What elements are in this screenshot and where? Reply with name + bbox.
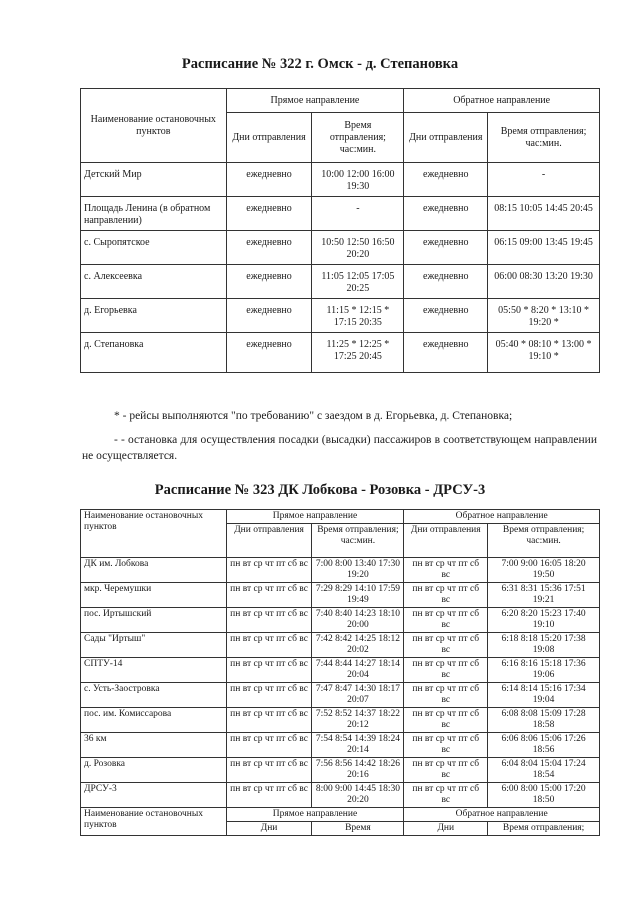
repeat-header-forward: Прямое направление — [226, 808, 404, 822]
bwd-days: пн вт ср чт пт сб вс — [404, 708, 488, 733]
bwd-days: пн вт ср чт пт сб вс — [404, 783, 488, 808]
bwd-days: ежедневно — [404, 197, 488, 231]
table-row — [81, 783, 600, 808]
fwd-time: 7:29 8:29 14:10 17:59 19:49 — [312, 583, 404, 608]
repeat-header-bwd-days: Дни — [404, 822, 488, 836]
stop-name: пос. Иртышский — [81, 608, 227, 633]
bwd-days: ежедневно — [404, 333, 488, 373]
stop-name: д. Степановка — [81, 333, 227, 373]
fwd-time: 7:56 8:56 14:42 18:26 20:16 — [312, 758, 404, 783]
table-row — [81, 683, 600, 708]
fwd-days: пн вт ср чт пт сб вс — [226, 633, 312, 658]
bwd-days: пн вт ср чт пт сб вс — [404, 633, 488, 658]
fwd-time: 10:50 12:50 16:50 20:20 — [312, 231, 404, 265]
table-row — [81, 231, 600, 265]
table-row — [81, 558, 600, 583]
fwd-days: пн вт ср чт пт сб вс — [226, 608, 312, 633]
fwd-days: пн вт ср чт пт сб вс — [226, 708, 312, 733]
fwd-time: 7:54 8:54 14:39 18:24 20:14 — [312, 733, 404, 758]
bwd-time: 7:00 9:00 16:05 18:20 19:50 — [488, 558, 600, 583]
fwd-time: 11:25 * 12:25 * 17:25 20:45 — [312, 333, 404, 373]
stop-name: ДРСУ-3 — [81, 783, 227, 808]
fwd-days: пн вт ср чт пт сб вс — [226, 783, 312, 808]
fwd-time: 7:42 8:42 14:25 18:12 20:02 — [312, 633, 404, 658]
header-stop-name: Наименование остановочных пунктов — [81, 510, 227, 558]
header-bwd-time: Время отправления; час:мин. — [488, 113, 600, 163]
fwd-days: пн вт ср чт пт сб вс — [226, 758, 312, 783]
header-bwd-days: Дни отправления — [404, 113, 488, 163]
bwd-days: ежедневно — [404, 163, 488, 197]
stop-name: с. Сыропятское — [81, 231, 227, 265]
bwd-time: 05:50 * 8:20 * 13:10 * 19:20 * — [488, 299, 600, 333]
bwd-time: 6:06 8:06 15:06 17:26 18:56 — [488, 733, 600, 758]
table-repeat-header-row — [81, 808, 600, 822]
stop-name: ДК им. Лобкова — [81, 558, 227, 583]
stop-name: с. Алексеевка — [81, 265, 227, 299]
table-row — [81, 708, 600, 733]
stop-name: 36 км — [81, 733, 227, 758]
header-forward: Прямое направление — [226, 89, 404, 113]
stop-name: д. Розовка — [81, 758, 227, 783]
fwd-days: пн вт ср чт пт сб вс — [226, 733, 312, 758]
fwd-days: ежедневно — [226, 163, 312, 197]
fwd-days: ежедневно — [226, 265, 312, 299]
repeat-header-stop-name: Наименование остановочных пунктов — [81, 808, 227, 836]
fwd-days: пн вт ср чт пт сб вс — [226, 683, 312, 708]
table-row — [81, 758, 600, 783]
fwd-days: пн вт ср чт пт сб вс — [226, 583, 312, 608]
bwd-days: ежедневно — [404, 231, 488, 265]
table-row — [81, 197, 600, 231]
stop-name: с. Усть-Заостровка — [81, 683, 227, 708]
stop-name: Сады "Иртыш" — [81, 633, 227, 658]
bwd-days: пн вт ср чт пт сб вс — [404, 608, 488, 633]
bwd-days: пн вт ср чт пт сб вс — [404, 583, 488, 608]
table-header-row — [81, 510, 600, 524]
repeat-header-backward: Обратное направление — [404, 808, 600, 822]
schedule-323-title: Расписание № 323 ДК Лобкова - Розовка - ДРСУ-3 — [154, 482, 486, 498]
bwd-time: 6:14 8:14 15:16 17:34 19:04 — [488, 683, 600, 708]
fwd-days: пн вт ср чт пт сб вс — [226, 658, 312, 683]
bwd-time: 6:08 8:08 15:09 17:28 18:58 — [488, 708, 600, 733]
fwd-time: 7:44 8:44 14:27 18:14 20:04 — [312, 658, 404, 683]
bwd-days: ежедневно — [404, 299, 488, 333]
note-no-stop: - - остановка для осуществления посадки (высадки) пассажиров в соответствующем направлении не осуществляется. — [82, 434, 597, 462]
schedule-322-title: Расписание № 322 г. Омск - д. Степановка — [181, 56, 459, 72]
table-row — [81, 608, 600, 633]
bwd-time: 6:18 8:18 15:20 17:38 19:08 — [488, 633, 600, 658]
fwd-time: - — [312, 197, 404, 231]
table-row — [81, 583, 600, 608]
table-row — [81, 299, 600, 333]
table-header-row — [81, 89, 600, 113]
stop-name: пос. им. Комиссарова — [81, 708, 227, 733]
fwd-time: 7:40 8:40 14:23 18:10 20:00 — [312, 608, 404, 633]
header-fwd-days: Дни отправления — [226, 524, 312, 558]
fwd-days: пн вт ср чт пт сб вс — [226, 558, 312, 583]
fwd-days: ежедневно — [226, 231, 312, 265]
bwd-time: 6:31 8:31 15:36 17:51 19:21 — [488, 583, 600, 608]
stop-name: Детский Мир — [81, 163, 227, 197]
bwd-days: пн вт ср чт пт сб вс — [404, 758, 488, 783]
header-backward: Обратное направление — [404, 89, 600, 113]
fwd-days: ежедневно — [226, 197, 312, 231]
fwd-days: ежедневно — [226, 299, 312, 333]
fwd-time: 11:15 * 12:15 * 17:15 20:35 — [312, 299, 404, 333]
bwd-time: 6:00 8:00 15:00 17:20 18:50 — [488, 783, 600, 808]
bwd-days: пн вт ср чт пт сб вс — [404, 558, 488, 583]
bwd-days: пн вт ср чт пт сб вс — [404, 733, 488, 758]
note-on-demand: * - рейсы выполняются "по требованию" с заездом в д. Егорьевка, д. Степановка; — [114, 410, 513, 422]
bwd-days: пн вт ср чт пт сб вс — [404, 683, 488, 708]
stop-name: мкр. Черемушки — [81, 583, 227, 608]
header-fwd-time: Время отправления; час:мин. — [312, 524, 404, 558]
fwd-time: 8:00 9:00 14:45 18:30 20:20 — [312, 783, 404, 808]
bwd-time: 06:15 09:00 13:45 19:45 — [488, 231, 600, 265]
bwd-time: 6:16 8:16 15:18 17:36 19:06 — [488, 658, 600, 683]
table-row — [81, 163, 600, 197]
header-backward: Обратное направление — [404, 510, 600, 524]
table-row — [81, 333, 600, 373]
bwd-time: 06:00 08:30 13:20 19:30 — [488, 265, 600, 299]
fwd-time: 7:52 8:52 14:37 18:22 20:12 — [312, 708, 404, 733]
stop-name: д. Егорьевка — [81, 299, 227, 333]
header-fwd-days: Дни отправления — [226, 113, 312, 163]
repeat-header-bwd-time: Время отправления; — [488, 822, 600, 836]
fwd-days: ежедневно — [226, 333, 312, 373]
bwd-time: - — [488, 163, 600, 197]
bwd-time: 08:15 10:05 14:45 20:45 — [488, 197, 600, 231]
stop-name: Площадь Ленина (в обратном направлении) — [81, 197, 227, 231]
bwd-time: 05:40 * 08:10 * 13:00 * 19:10 * — [488, 333, 600, 373]
repeat-header-fwd-days: Дни — [226, 822, 312, 836]
stop-name: СПТУ-14 — [81, 658, 227, 683]
repeat-header-fwd-time: Время — [312, 822, 404, 836]
header-fwd-time: Время отправления; час:мин. — [312, 113, 404, 163]
bwd-days: пн вт ср чт пт сб вс — [404, 658, 488, 683]
table-row — [81, 633, 600, 658]
header-bwd-time: Время отправления; час:мин. — [488, 524, 600, 558]
fwd-time: 7:00 8:00 13:40 17:30 19:20 — [312, 558, 404, 583]
schedule-323-table — [80, 509, 600, 836]
header-forward: Прямое направление — [226, 510, 404, 524]
bwd-time: 6:04 8:04 15:04 17:24 18:54 — [488, 758, 600, 783]
header-bwd-days: Дни отправления — [404, 524, 488, 558]
fwd-time: 10:00 12:00 16:00 19:30 — [312, 163, 404, 197]
fwd-time: 7:47 8:47 14:30 18:17 20:07 — [312, 683, 404, 708]
table-row — [81, 658, 600, 683]
table-row — [81, 733, 600, 758]
table-row — [81, 265, 600, 299]
schedule-322-table — [80, 88, 600, 373]
fwd-time: 11:05 12:05 17:05 20:25 — [312, 265, 404, 299]
header-stop-name: Наименование остановочных пунктов — [81, 89, 227, 163]
bwd-days: ежедневно — [404, 265, 488, 299]
bwd-time: 6:20 8:20 15:23 17:40 19:10 — [488, 608, 600, 633]
